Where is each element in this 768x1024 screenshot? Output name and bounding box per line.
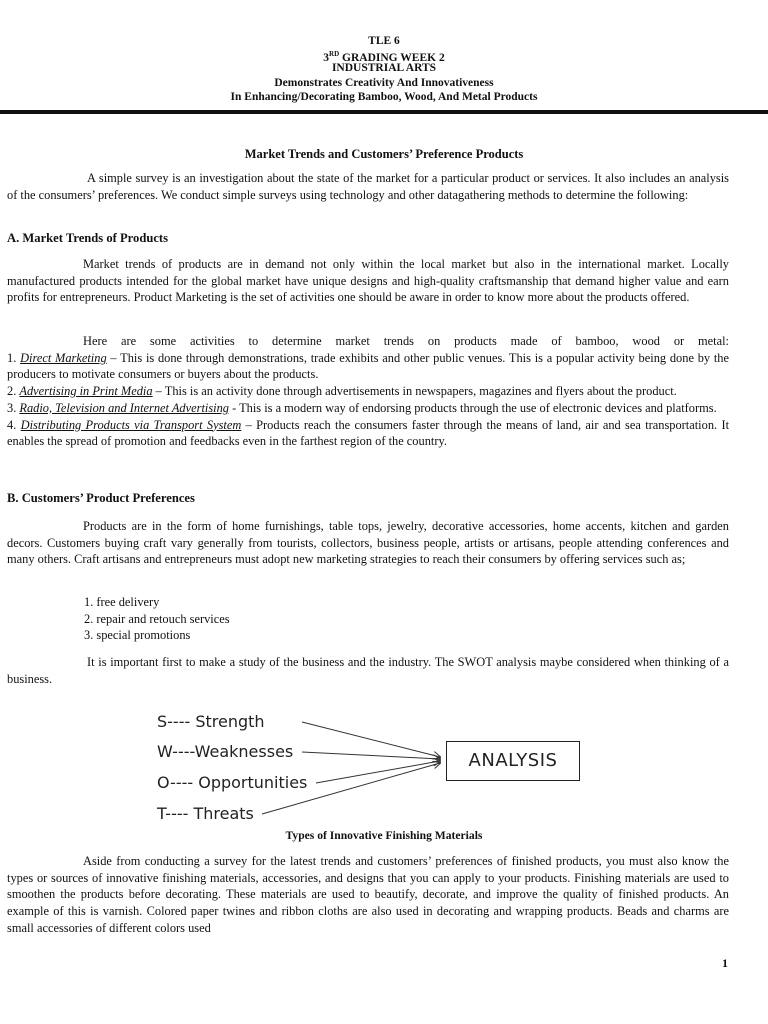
list-item: 1. Direct Marketing – This is done through demonstrations, trade exhibits and other public venues. This is a popular activity being done by the producers to motivate consumers or buyers about the products.	[7, 350, 730, 382]
section-a-heading: A. Market Trends of Products	[7, 231, 169, 245]
list-item-term: Direct Marketing	[20, 350, 107, 365]
list-item: 4. Distributing Products via Transport System – Products reach the consumers faster through the means of land, air and sea transportation. It enables the spread of promotion and feedbacks even in the farthest region of the country.	[7, 417, 730, 449]
analysis-label: ANALYSIS	[468, 750, 558, 771]
list-item: 2. repair and retouch services	[84, 611, 230, 626]
list-item: 3. special promotions	[84, 628, 191, 643]
closing-paragraph: Aside from conducting a survey for the latest trends and customers’ preferences of finished products, you must also know the types or sources of innovative finishing materials, accessories, and designs that you can apply to your products. Finishing materials are used to smoothen the products before decorating. These materials are used to beautify, decorate, and improve the quality of finished products. An example of this is varnish. Colored paper twines and ribbon cloths are also used in decorating and wrapping products. Beads and charms are small accessories of different colors used	[7, 854, 729, 935]
intro-paragraph: A simple survey is an investigation about the state of the market for a particular product or services. It also includes an analysis of the consumers’ preferences. We conduct simple surveys using technology and other datagathering methods to determine the following:	[7, 171, 729, 202]
list-item: 3. Radio, Television and Internet Advertising - This is a modern way of endorsing products through the use of electronic devices and platforms.	[7, 400, 717, 415]
section-a-paragraph: Market trends of products are in demand not only within the local market but also in the international market. Locally manufactured products intended for the global market have unique designs and high-quality craftsmanship that demand higher value and earn profits for entrepreneurs. Product Marketing is the set of activities one should be aware in order to know more about the products offered.	[7, 257, 729, 305]
swot-opportunities: O---- Opportunities	[157, 773, 308, 792]
doc-course: INDUSTRIAL ARTS	[331, 62, 437, 74]
doc-grading-week: 3RD GRADING WEEK 2	[323, 50, 445, 64]
page-title: Market Trends and Customers’ Preference Products	[244, 147, 524, 161]
list-item-term: Advertising in Print Media	[19, 384, 153, 399]
arrow-weaknesses	[302, 752, 440, 759]
list-item: 2. Advertising in Print Media – This is an activity done through advertisements in newspapers, magazines and flyers about the product.	[7, 384, 677, 399]
swot-weaknesses: W----Weaknesses	[157, 742, 294, 761]
section-b-heading: B. Customers’ Product Preferences	[7, 491, 195, 505]
swot-strength: S---- Strength	[157, 712, 265, 731]
analysis-box	[446, 741, 580, 781]
market-activities-intro: Here are some activities to determine market trends on products made of bamboo, wood or metal:	[83, 334, 729, 348]
finishing-materials-heading: Types of Innovative Finishing Materials	[285, 829, 483, 842]
swot-intro-paragraph: It is important first to make a study of the business and the industry. The SWOT analysis maybe considered when thinking of a business.	[7, 655, 729, 686]
swot-threats: T---- Threats	[157, 804, 254, 823]
arrow-strength	[302, 722, 440, 757]
section-b-paragraph: Products are in the form of home furnishings, table tops, jewelry, decorative accessories, home accents, kitchen and garden decors. Customers buying craft vary generally from tourists, collectors, business people, artists or artisans, people attending conferences and many others. Craft artisans and entrepreneurs must adopt new marketing strategies to reach their consumers by offering services such as;	[7, 519, 729, 567]
doc-topic: In Enhancing/Decorating Bamboo, Wood, And Metal Products	[230, 91, 538, 103]
arrow-opportunities	[316, 761, 440, 783]
page-number: 1	[722, 956, 728, 970]
doc-competency: Demonstrates Creativity And Innovativeness	[274, 77, 494, 89]
list-item-term: Distributing Products via Transport System	[20, 417, 242, 432]
list-item-term: Radio, Television and Internet Advertising	[19, 400, 229, 415]
doc-subject: TLE 6	[368, 35, 400, 47]
list-item: 1. free delivery	[84, 595, 160, 609]
